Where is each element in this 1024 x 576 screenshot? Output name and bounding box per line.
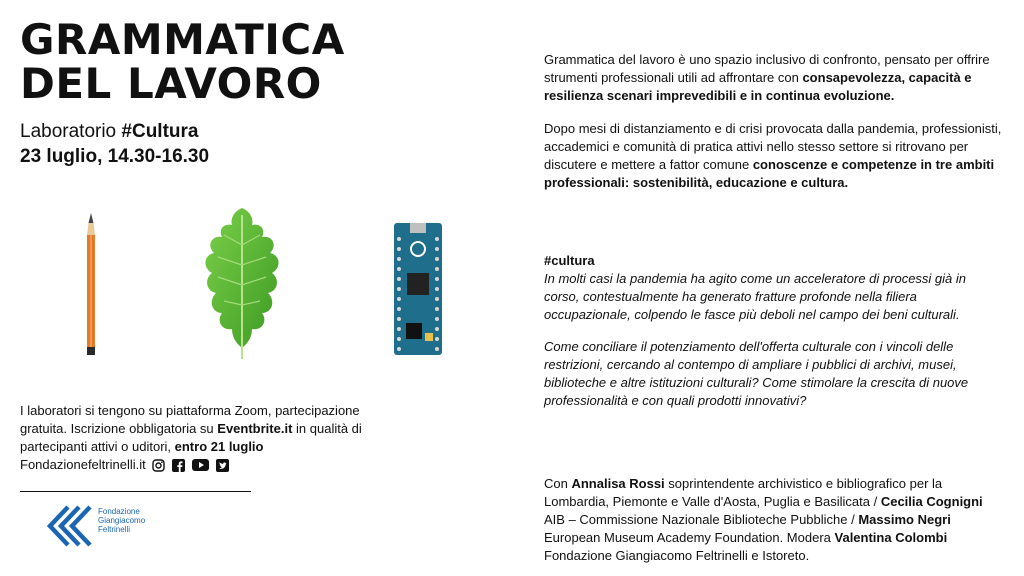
pencil-icon xyxy=(84,213,98,355)
instagram-icon[interactable] xyxy=(152,458,166,472)
speaker-1-role: soprintendente archivistico e bibliografico per la Lombardia, Piemonte e Valle d'Aosta, Puglia e Basilicata / xyxy=(544,476,943,509)
youtube-icon[interactable] xyxy=(192,458,210,472)
speaker-3-name: Massimo Negri xyxy=(858,512,951,527)
page-title xyxy=(20,15,345,108)
questions-paragraph: Come conciliare il potenziamento dell'offerta culturale con i vincoli delle restrizioni, cercando al contempo di ampliare i pubblici di archivi, musei, biblioteche e altre istituzioni culturali? Come stimolare la crescita di nuove professionalità e con quali prodotti innovativi? xyxy=(544,339,969,408)
facebook-icon[interactable] xyxy=(172,458,186,472)
eventbrite-link[interactable]: Eventbrite.it xyxy=(217,421,293,436)
registration-deadline: entro 21 luglio xyxy=(174,439,264,454)
speaker-2-name: Cecilia Cognigni xyxy=(880,494,983,509)
speaker-1-name: Annalisa Rossi xyxy=(571,476,665,491)
oak-leaf-icon xyxy=(202,205,282,360)
social-row xyxy=(20,456,380,474)
divider xyxy=(20,491,251,492)
logo-line-2: Giangiacomo xyxy=(98,516,146,525)
info-text-2: in qualità di partecipanti attivi o uditori, xyxy=(20,421,362,454)
event-date: 23 luglio, 14.30-16.30 xyxy=(20,146,210,167)
speakers-paragraph xyxy=(544,475,1004,565)
feltrinelli-logo xyxy=(46,505,145,547)
speaker-2-role: AIB – Commissione Nazionale Biblioteche Pubbliche / xyxy=(544,512,859,527)
intro-bold: consapevolezza, capacità e resilienza scenari imprevedibili e in continua evoluzione. xyxy=(544,70,972,103)
context-text: Dopo mesi di distanziamento e di crisi provocata dalla pandemia, professionisti, accademici e comunità di pratica attivi nello stesso settore si ritrovano per discutere e mettere a fattor comune xyxy=(544,121,1002,172)
context-paragraph xyxy=(544,120,1004,192)
title-line-2: DEL LAVORO xyxy=(20,59,322,108)
logo-text xyxy=(98,507,145,534)
intro-text: Grammatica del lavoro è uno spazio inclusivo di confronto, pensato per offrire strumenti professionali utili ad affrontare con xyxy=(544,52,990,85)
context-bold: conoscenze e competenze in tre ambiti professionali: sostenibilità, educazione e cultura. xyxy=(544,157,995,190)
title-line-1: GRAMMATICA xyxy=(20,15,345,64)
moderator-name: Valentina Colombi xyxy=(834,530,948,545)
lab-prefix: Laboratorio xyxy=(20,121,122,142)
moderator-role: Fondazione Giangiacomo Feltrinelli e Istoreto. xyxy=(544,548,810,563)
info-text xyxy=(20,402,380,474)
arduino-board-icon xyxy=(392,223,444,355)
intro-paragraph xyxy=(544,51,1004,105)
speakers-intro: Con xyxy=(544,476,572,491)
logo-line-3: Feltrinelli xyxy=(98,525,131,534)
logo-line-1: Fondazione xyxy=(98,507,140,516)
feltrinelli-logo-icon xyxy=(46,505,92,547)
cultura-hashtag: #cultura xyxy=(544,253,595,268)
lab-line xyxy=(20,121,198,143)
twitter-icon[interactable] xyxy=(216,458,230,472)
cultura-paragraph xyxy=(544,252,1004,324)
lab-tag: #Cultura xyxy=(121,121,199,142)
cultura-text: In molti casi la pandemia ha agito come un acceleratore di processi già in corso, contestualmente ha generato fratture profonde nella filiera occupazionale, colpendo le fasce più deboli nel campo dei beni culturali. xyxy=(544,271,967,322)
illustrations xyxy=(0,205,480,370)
website-link[interactable]: Fondazionefeltrinelli.it xyxy=(20,457,146,472)
info-text-1: I laboratori si tengono su piattaforma Zoom, partecipazione gratuita. Iscrizione obbligatoria su xyxy=(20,403,360,436)
speaker-3-role: European Museum Academy Foundation. Modera xyxy=(544,530,835,545)
